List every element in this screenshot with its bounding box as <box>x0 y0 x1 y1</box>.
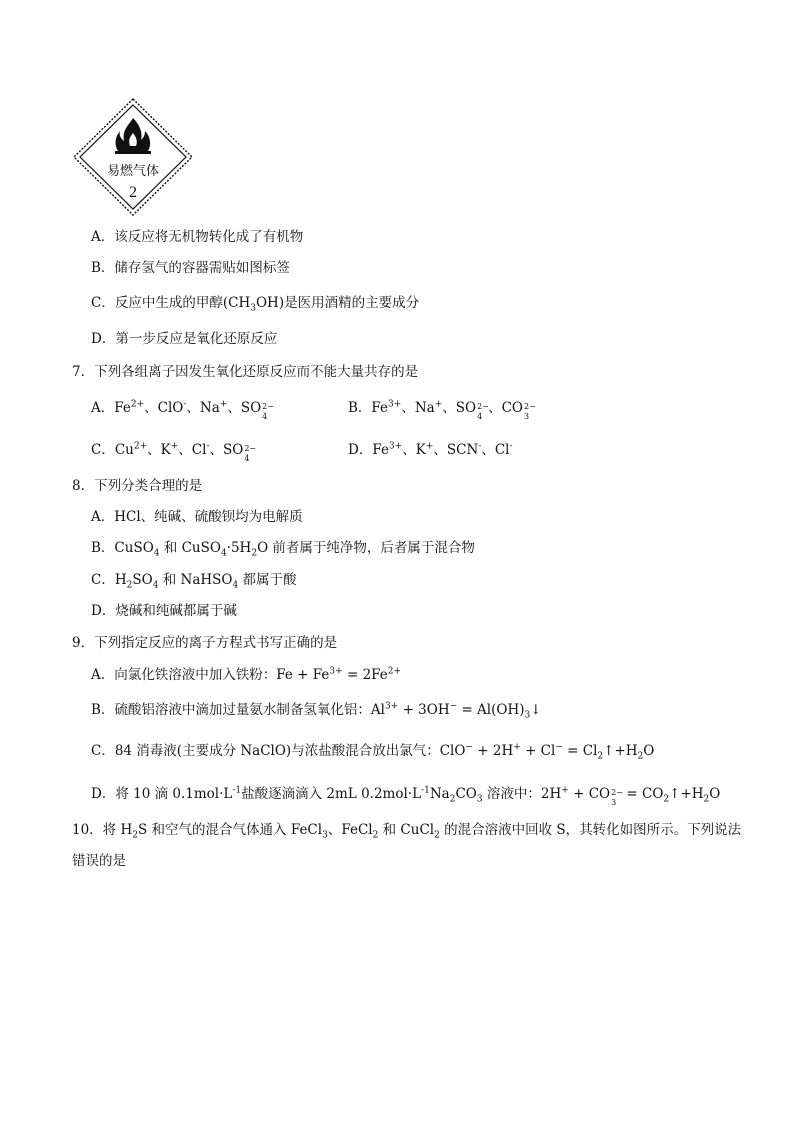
q10-stem-line2: 错误的是 <box>72 853 126 869</box>
q6-option-b: B．储存氢气的容器需贴如图标签 <box>91 260 290 276</box>
q7-stem: 7．下列各组离子因发生氧化还原反应而不能大量共存的是 <box>72 364 419 380</box>
flammable-gas-hazard-label <box>70 96 196 218</box>
class-number: 2 <box>129 184 137 201</box>
flame-icon <box>116 118 151 151</box>
q6-option-c: C．反应中生成的甲醇$(CH_3OH)$是医用酒精的主要成分 <box>91 295 420 314</box>
q9-option-c: C．84 消毒液(主要成分 NaClO)与浓盐酸混合放出氯气：$ClO^- + 2H^+ + Cl^- = Cl_2↑+H_2O$ <box>91 742 655 762</box>
label-text: 易燃气体 <box>106 163 160 178</box>
q9-option-a: A．向氯化铁溶液中加入铁粉：$Fe + Fe^{3+} = 2Fe^{2+}$ <box>91 666 402 683</box>
q8-option-d: D．烧碱和纯碱都属于碱 <box>91 603 237 619</box>
q7-option-b: B．$Fe^{3+}$、Na+、SO 2− 4 、CO 2− 3 <box>348 399 536 421</box>
q8-stem: 8．下列分类合理的是 <box>72 478 203 494</box>
q10-stem: 10．将 $H_2S$ 和空气的混合气体通入 FeCl$_3$、FeCl$_2$ 和 CuCl$_2$ 的混合溶液中回收 S，其转化如图所示。下列说法 <box>72 822 742 841</box>
q9-option-d: D．将 10 滴 $0.1mol\cdot L^{-1}$盐酸逐滴滴入 2mL $0.2mol\cdot L^{-1}Na_2CO_3$ 溶液中：2H+ + CO 2− 3 = $CO_2↑+H_2O$ <box>91 785 721 807</box>
q7-option-d: D．$Fe^{3+}$、K+、SCN-、Cl- <box>348 441 513 458</box>
q7-option-c: C．$Cu^{2+}$、K+、Cl-、SO 2− 4 <box>91 441 257 463</box>
q7-option-a: A．$Fe^{2+}$、ClO-、Na+、SO 2− 4 <box>91 399 274 421</box>
q6-option-a: A．该反应将无机物转化成了有机物 <box>91 229 304 245</box>
q9-stem: 9．下列指定反应的离子方程式书写正确的是 <box>72 635 338 651</box>
q8-option-b: B．CuSO$_4$ 和 $CuSO_4\cdot 5H_2O$ 前者属于纯净物，后者属于混合物 <box>91 540 475 559</box>
q8-option-c: C．$H_2SO_4$ 和 NaHSO$_4$ 都属于酸 <box>91 572 297 591</box>
q6-option-d: D．第一步反应是氧化还原反应 <box>91 331 278 347</box>
q8-option-a: A．HCl、纯碱、硫酸钡均为电解质 <box>91 509 303 525</box>
q9-option-b: B．硫酸铝溶液中滴加过量氨水制备氢氧化铝：$Al^{3+} + 3OH^-$ = $Al(OH)_3↓$ <box>91 701 542 721</box>
